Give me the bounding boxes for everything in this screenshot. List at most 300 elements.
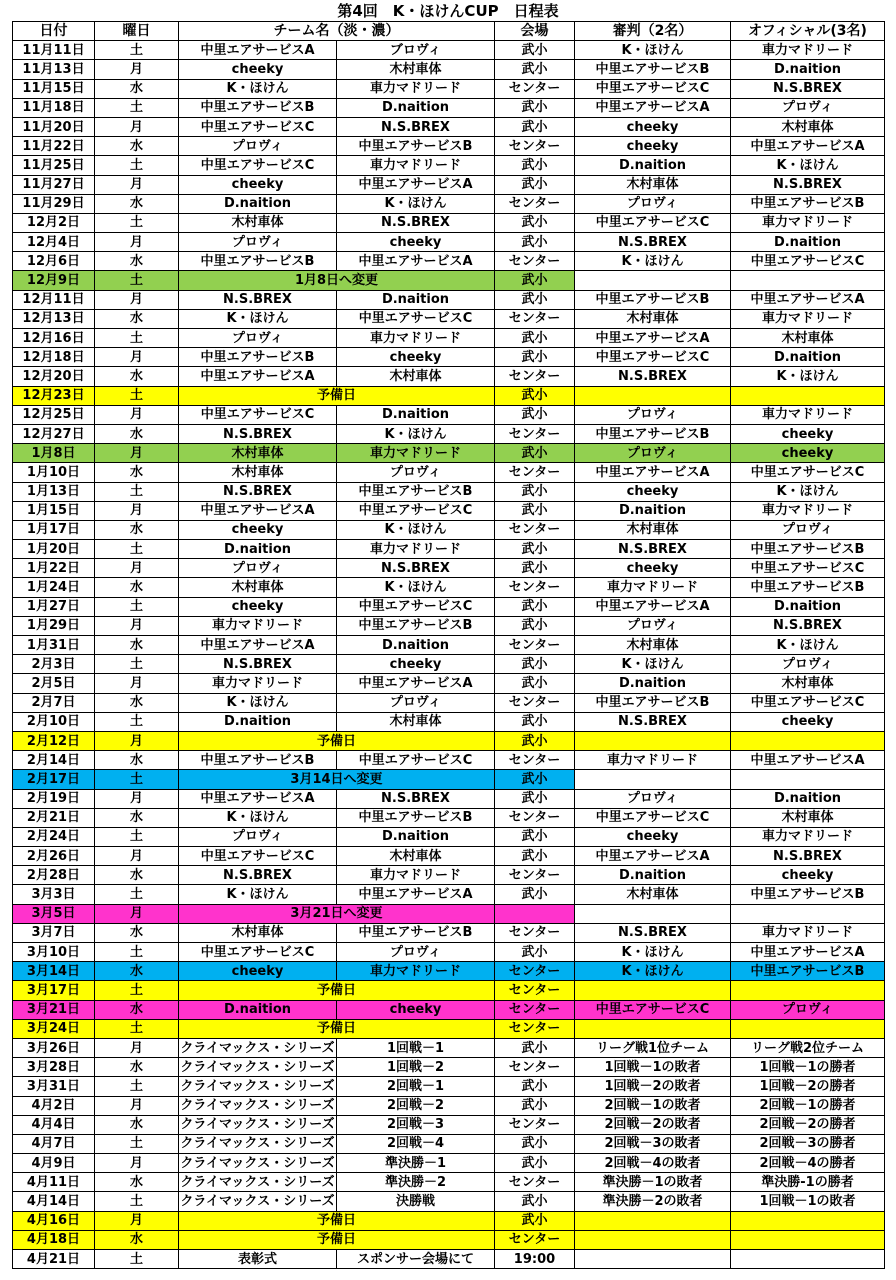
team2-cell: N.S.BREX (337, 559, 495, 578)
weekday-cell: 土 (95, 329, 179, 348)
official-cell: プロヴィ (731, 1000, 885, 1019)
official-cell: 車力マドリード (731, 827, 885, 846)
venue-cell: 武小 (495, 674, 575, 693)
table-row (13, 578, 885, 597)
date-cell: 11月18日 (13, 98, 95, 117)
official-cell: 中里エアサービスA (731, 290, 885, 309)
team1-cell: クライマックス・シリーズ (179, 1134, 337, 1153)
team1-cell: 中里エアサービスC (179, 943, 337, 962)
table-row (13, 1115, 885, 1134)
team2-cell: D.naition (337, 290, 495, 309)
team1-cell: プロヴィ (179, 233, 337, 252)
team1-cell: 中里エアサービスA (179, 501, 337, 520)
team2-cell: 中里エアサービスA (337, 885, 495, 904)
team2-cell: 中里エアサービスB (337, 616, 495, 635)
official-cell: 木村車体 (731, 808, 885, 827)
official-cell: N.S.BREX (731, 175, 885, 194)
weekday-cell: 土 (95, 386, 179, 405)
venue-cell: 武小 (495, 98, 575, 117)
table-row (13, 827, 885, 846)
team2-cell: 車力マドリード (337, 444, 495, 463)
official-cell: 車力マドリード (731, 405, 885, 424)
team2-cell: 中里エアサービスB (337, 482, 495, 501)
team1-cell: N.S.BREX (179, 290, 337, 309)
date-cell: 3月10日 (13, 943, 95, 962)
official-cell (731, 271, 885, 290)
team2-cell: 木村車体 (337, 367, 495, 386)
table-row (13, 233, 885, 252)
table-row (13, 1096, 885, 1115)
table-row (13, 636, 885, 655)
table-row (13, 808, 885, 827)
date-cell: 12月9日 (13, 271, 95, 290)
weekday-cell: 月 (95, 405, 179, 424)
date-cell: 3月7日 (13, 923, 95, 942)
date-cell: 3月5日 (13, 904, 95, 923)
date-cell: 2月3日 (13, 655, 95, 674)
table-row (13, 770, 885, 789)
team1-cell: クライマックス・シリーズ (179, 1096, 337, 1115)
team2-cell: N.S.BREX (337, 789, 495, 808)
date-cell: 1月27日 (13, 597, 95, 616)
referee-cell: 1回戦－1の敗者 (575, 1058, 731, 1077)
date-cell: 11月22日 (13, 137, 95, 156)
header-official: オフィシャル(3名) (731, 22, 885, 41)
referee-cell: 車力マドリード (575, 578, 731, 597)
venue-cell: 武小 (495, 1154, 575, 1173)
weekday-cell: 水 (95, 252, 179, 271)
table-row (13, 1230, 885, 1249)
referee-cell: 2回戦－2の敗者 (575, 1115, 731, 1134)
referee-cell: 中里エアサービスA (575, 597, 731, 616)
venue-cell: 武小 (495, 501, 575, 520)
venue-cell: センター (495, 367, 575, 386)
table-row (13, 655, 885, 674)
note-cell: 3月21日へ変更 (179, 904, 495, 923)
weekday-cell: 土 (95, 540, 179, 559)
date-cell: 1月10日 (13, 463, 95, 482)
date-cell: 2月21日 (13, 808, 95, 827)
official-cell: 木村車体 (731, 117, 885, 136)
venue-cell: センター (495, 751, 575, 770)
weekday-cell: 土 (95, 827, 179, 846)
date-cell: 11月15日 (13, 79, 95, 98)
venue-cell: センター (495, 578, 575, 597)
weekday-cell: 土 (95, 98, 179, 117)
team2-cell: 中里エアサービスB (337, 923, 495, 942)
table-row (13, 501, 885, 520)
date-cell: 3月17日 (13, 981, 95, 1000)
venue-cell: 武小 (495, 943, 575, 962)
table-row (13, 1000, 885, 1019)
team1-cell: cheeky (179, 520, 337, 539)
official-cell: K・ほけん (731, 636, 885, 655)
weekday-cell: 土 (95, 1134, 179, 1153)
team2-cell: 車力マドリード (337, 79, 495, 98)
referee-cell (575, 731, 731, 750)
team1-cell: クライマックス・シリーズ (179, 1058, 337, 1077)
official-cell: N.S.BREX (731, 79, 885, 98)
note-cell: 予備日 (179, 1211, 495, 1230)
weekday-cell: 土 (95, 1250, 179, 1269)
team2-cell: 1回戦－1 (337, 1038, 495, 1057)
table-row (13, 79, 885, 98)
date-cell: 3月24日 (13, 1019, 95, 1038)
weekday-cell: 月 (95, 233, 179, 252)
referee-cell: D.naition (575, 866, 731, 885)
team2-cell: cheeky (337, 655, 495, 674)
referee-cell: 中里エアサービスB (575, 60, 731, 79)
table-row (13, 712, 885, 731)
weekday-cell: 水 (95, 808, 179, 827)
official-cell: 中里エアサービスB (731, 578, 885, 597)
table-row (13, 847, 885, 866)
venue-cell: 武小 (495, 1211, 575, 1230)
table-row (13, 444, 885, 463)
referee-cell: D.naition (575, 674, 731, 693)
official-cell: プロヴィ (731, 520, 885, 539)
official-cell: 中里エアサービスB (731, 885, 885, 904)
table-row (13, 731, 885, 750)
table-row (13, 405, 885, 424)
header-teams: チーム名（淡・濃） (179, 22, 495, 41)
date-cell: 3月31日 (13, 1077, 95, 1096)
official-cell: 車力マドリード (731, 309, 885, 328)
table-row (13, 117, 885, 136)
date-cell: 3月3日 (13, 885, 95, 904)
team1-cell: 中里エアサービスC (179, 156, 337, 175)
official-cell: K・ほけん (731, 156, 885, 175)
weekday-cell: 水 (95, 1000, 179, 1019)
official-cell: 準決勝-1の勝者 (731, 1173, 885, 1192)
team2-cell: N.S.BREX (337, 213, 495, 232)
table-row (13, 981, 885, 1000)
referee-cell: 2回戦－4の敗者 (575, 1154, 731, 1173)
weekday-cell: 水 (95, 693, 179, 712)
venue-cell: 武小 (495, 60, 575, 79)
referee-cell: プロヴィ (575, 616, 731, 635)
venue-cell: 武小 (495, 213, 575, 232)
date-cell: 1月8日 (13, 444, 95, 463)
weekday-cell: 月 (95, 847, 179, 866)
team1-cell: 表彰式 (179, 1250, 337, 1269)
team1-cell: プロヴィ (179, 559, 337, 578)
venue-cell: センター (495, 866, 575, 885)
weekday-cell: 月 (95, 731, 179, 750)
note-cell: 予備日 (179, 731, 495, 750)
team1-cell: K・ほけん (179, 693, 337, 712)
official-cell: D.naition (731, 348, 885, 367)
team2-cell: 2回戦－4 (337, 1134, 495, 1153)
official-cell: 車力マドリード (731, 501, 885, 520)
table-row (13, 348, 885, 367)
date-cell: 12月23日 (13, 386, 95, 405)
team2-cell: D.naition (337, 405, 495, 424)
date-cell: 4月11日 (13, 1173, 95, 1192)
table-row (13, 1077, 885, 1096)
venue-cell: 武小 (495, 1096, 575, 1115)
weekday-cell: 月 (95, 1096, 179, 1115)
official-cell (731, 981, 885, 1000)
team2-cell: 車力マドリード (337, 540, 495, 559)
team1-cell: クライマックス・シリーズ (179, 1038, 337, 1057)
official-cell: 中里エアサービスA (731, 751, 885, 770)
referee-cell: 中里エアサービスB (575, 424, 731, 443)
venue-cell: センター (495, 1173, 575, 1192)
weekday-cell: 土 (95, 213, 179, 232)
table-row (13, 1211, 885, 1230)
table-row (13, 252, 885, 271)
weekday-cell: 土 (95, 1077, 179, 1096)
venue-cell: 武小 (495, 885, 575, 904)
weekday-cell: 水 (95, 194, 179, 213)
weekday-cell: 土 (95, 482, 179, 501)
official-cell: 中里エアサービスA (731, 943, 885, 962)
team1-cell: 車力マドリード (179, 674, 337, 693)
team1-cell: D.naition (179, 540, 337, 559)
venue-cell: 武小 (495, 1192, 575, 1211)
date-cell: 1月15日 (13, 501, 95, 520)
venue-cell: 武小 (495, 731, 575, 750)
table-row (13, 98, 885, 117)
official-cell: 2回戦－3の勝者 (731, 1134, 885, 1153)
team1-cell: 中里エアサービスC (179, 117, 337, 136)
date-cell: 3月21日 (13, 1000, 95, 1019)
team1-cell: K・ほけん (179, 885, 337, 904)
referee-cell: 車力マドリード (575, 751, 731, 770)
team2-cell: 木村車体 (337, 60, 495, 79)
date-cell: 12月13日 (13, 309, 95, 328)
team2-cell: 車力マドリード (337, 156, 495, 175)
team2-cell: 決勝戦 (337, 1192, 495, 1211)
team1-cell: cheeky (179, 60, 337, 79)
referee-cell: 1回戦－2の敗者 (575, 1077, 731, 1096)
date-cell: 2月28日 (13, 866, 95, 885)
official-cell: 1回戦－2の勝者 (731, 1077, 885, 1096)
table-row (13, 674, 885, 693)
referee-cell: プロヴィ (575, 194, 731, 213)
referee-cell: プロヴィ (575, 405, 731, 424)
venue-cell: 武小 (495, 175, 575, 194)
team1-cell: 車力マドリード (179, 616, 337, 635)
table-row (13, 60, 885, 79)
venue-cell: 武小 (495, 117, 575, 136)
weekday-cell: 水 (95, 962, 179, 981)
official-cell: 2回戦－2の勝者 (731, 1115, 885, 1134)
official-cell (731, 904, 885, 923)
date-cell: 4月9日 (13, 1154, 95, 1173)
date-cell: 12月16日 (13, 329, 95, 348)
official-cell: 木村車体 (731, 329, 885, 348)
referee-cell: cheeky (575, 117, 731, 136)
referee-cell (575, 1250, 731, 1269)
table-row (13, 540, 885, 559)
weekday-cell: 土 (95, 655, 179, 674)
weekday-cell: 土 (95, 981, 179, 1000)
official-cell (731, 770, 885, 789)
table-row (13, 424, 885, 443)
referee-cell: 中里エアサービスC (575, 79, 731, 98)
weekday-cell: 水 (95, 866, 179, 885)
referee-cell: cheeky (575, 482, 731, 501)
date-cell: 1月29日 (13, 616, 95, 635)
venue-cell: 武小 (495, 233, 575, 252)
team1-cell: N.S.BREX (179, 866, 337, 885)
table-row (13, 41, 885, 60)
weekday-cell: 月 (95, 444, 179, 463)
referee-cell: 中里エアサービスB (575, 693, 731, 712)
team1-cell: 木村車体 (179, 213, 337, 232)
official-cell: cheeky (731, 866, 885, 885)
team1-cell: K・ほけん (179, 79, 337, 98)
official-cell: 中里エアサービスB (731, 540, 885, 559)
weekday-cell: 水 (95, 137, 179, 156)
header-date: 日付 (13, 22, 95, 41)
team2-cell: プロヴィ (337, 693, 495, 712)
date-cell: 1月22日 (13, 559, 95, 578)
date-cell: 2月14日 (13, 751, 95, 770)
venue-cell: 武小 (495, 616, 575, 635)
referee-cell (575, 386, 731, 405)
table-row (13, 175, 885, 194)
team2-cell: 準決勝－1 (337, 1154, 495, 1173)
weekday-cell: 月 (95, 60, 179, 79)
table-row (13, 559, 885, 578)
date-cell: 11月13日 (13, 60, 95, 79)
header-referee: 審判（2名） (575, 22, 731, 41)
venue-cell: センター (495, 520, 575, 539)
official-cell: 中里エアサービスC (731, 559, 885, 578)
table-row (13, 386, 885, 405)
team1-cell: K・ほけん (179, 808, 337, 827)
referee-cell: K・ほけん (575, 962, 731, 981)
weekday-cell: 月 (95, 559, 179, 578)
venue-cell: 武小 (495, 348, 575, 367)
table-row (13, 482, 885, 501)
date-cell: 12月4日 (13, 233, 95, 252)
table-row (13, 1019, 885, 1038)
referee-cell: 木村車体 (575, 520, 731, 539)
date-cell: 12月2日 (13, 213, 95, 232)
venue-cell: センター (495, 923, 575, 942)
official-cell: D.naition (731, 60, 885, 79)
weekday-cell: 土 (95, 770, 179, 789)
team2-cell: K・ほけん (337, 424, 495, 443)
team2-cell: 2回戦－1 (337, 1077, 495, 1096)
table-row (13, 194, 885, 213)
venue-cell: 武小 (495, 482, 575, 501)
date-cell: 2月26日 (13, 847, 95, 866)
team2-cell: 中里エアサービスB (337, 808, 495, 827)
venue-cell: 武小 (495, 655, 575, 674)
team2-cell: 中里エアサービスA (337, 252, 495, 271)
official-cell (731, 731, 885, 750)
referee-cell: 2回戦－3の敗者 (575, 1134, 731, 1153)
official-cell: 中里エアサービスC (731, 252, 885, 271)
note-cell: 1月8日へ変更 (179, 271, 495, 290)
weekday-cell: 月 (95, 1211, 179, 1230)
weekday-cell: 土 (95, 41, 179, 60)
referee-cell: 中里エアサービスB (575, 290, 731, 309)
venue-cell: 武小 (495, 386, 575, 405)
official-cell (731, 386, 885, 405)
team2-cell: 1回戦－2 (337, 1058, 495, 1077)
referee-cell: 木村車体 (575, 309, 731, 328)
team2-cell: 中里エアサービスC (337, 751, 495, 770)
official-cell: 1回戦－1の敗者 (731, 1192, 885, 1211)
table-row (13, 156, 885, 175)
weekday-cell: 月 (95, 117, 179, 136)
referee-cell: 中里エアサービスC (575, 213, 731, 232)
venue-cell: 武小 (495, 789, 575, 808)
venue-cell: センター (495, 194, 575, 213)
team1-cell: クライマックス・シリーズ (179, 1115, 337, 1134)
venue-cell: 武小 (495, 770, 575, 789)
venue-cell: センター (495, 808, 575, 827)
team1-cell: 中里エアサービスB (179, 751, 337, 770)
official-cell: K・ほけん (731, 367, 885, 386)
referee-cell: cheeky (575, 827, 731, 846)
table-row (13, 904, 885, 923)
weekday-cell: 水 (95, 1173, 179, 1192)
team1-cell: 中里エアサービスA (179, 636, 337, 655)
date-cell: 1月31日 (13, 636, 95, 655)
date-cell: 2月5日 (13, 674, 95, 693)
venue-cell: 武小 (495, 156, 575, 175)
team1-cell: 中里エアサービスC (179, 847, 337, 866)
referee-cell: N.S.BREX (575, 540, 731, 559)
weekday-cell: 月 (95, 175, 179, 194)
table-row (13, 943, 885, 962)
weekday-cell: 水 (95, 367, 179, 386)
weekday-cell: 水 (95, 1115, 179, 1134)
referee-cell: N.S.BREX (575, 712, 731, 731)
referee-cell: プロヴィ (575, 444, 731, 463)
note-cell: 予備日 (179, 1019, 495, 1038)
official-cell: N.S.BREX (731, 847, 885, 866)
date-cell: 3月26日 (13, 1038, 95, 1057)
header-row (13, 22, 885, 41)
table-row (13, 789, 885, 808)
header-weekday: 曜日 (95, 22, 179, 41)
weekday-cell: 土 (95, 597, 179, 616)
table-row (13, 693, 885, 712)
referee-cell (575, 271, 731, 290)
table-row (13, 463, 885, 482)
table-row (13, 923, 885, 942)
referee-cell: D.naition (575, 501, 731, 520)
date-cell: 11月20日 (13, 117, 95, 136)
team2-cell: K・ほけん (337, 578, 495, 597)
venue-cell: 武小 (495, 559, 575, 578)
team2-cell: 中里エアサービスC (337, 309, 495, 328)
venue-cell (495, 904, 575, 923)
official-cell: 中里エアサービスB (731, 194, 885, 213)
venue-cell: センター (495, 137, 575, 156)
venue-cell: センター (495, 1058, 575, 1077)
venue-cell: 武小 (495, 827, 575, 846)
official-cell: 木村車体 (731, 674, 885, 693)
team1-cell: 木村車体 (179, 444, 337, 463)
venue-cell: 武小 (495, 444, 575, 463)
team1-cell: 木村車体 (179, 923, 337, 942)
team2-cell: 中里エアサービスC (337, 501, 495, 520)
team2-cell: 車力マドリード (337, 329, 495, 348)
date-cell: 1月24日 (13, 578, 95, 597)
table-row (13, 1038, 885, 1057)
official-cell: 2回戦－1の勝者 (731, 1096, 885, 1115)
official-cell: 中里エアサービスC (731, 463, 885, 482)
